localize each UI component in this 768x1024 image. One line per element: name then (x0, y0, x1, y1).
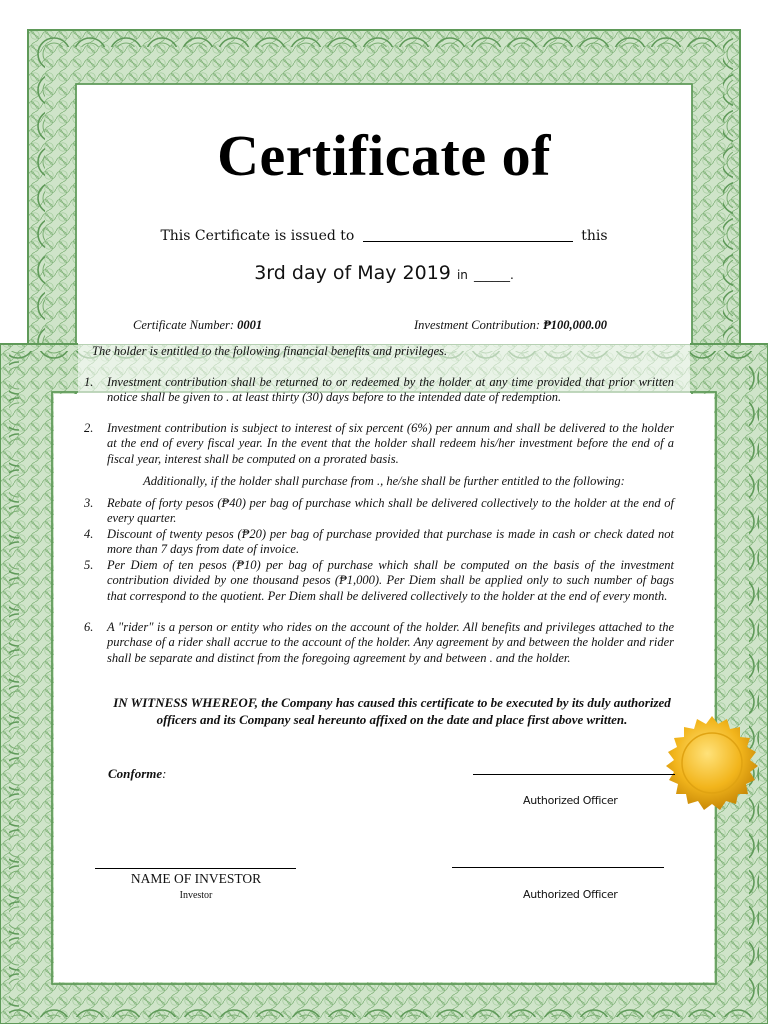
recipient-blank (363, 241, 573, 242)
clause-text: Investment contribution shall be returned to or redeemed by the holder at any time provided that prior written notice shall be given to . at least thirty (30) days before to the intended date of redemption. (107, 375, 674, 405)
clause-text: Discount of twenty pesos (₱20) per bag of purchase provided that purchase is made in cash or check dated not more than 7 days from date of invoice. (107, 527, 674, 557)
authorized-officer-label: Authorized Officer (523, 794, 618, 807)
certificate-title: Certificate of (217, 123, 551, 188)
issued-to-line (0, 228, 768, 244)
clause-number: 3. (84, 496, 94, 510)
date-in: in (456, 268, 468, 282)
authorized-officer-label: Authorized Officer (523, 888, 618, 901)
clause-text: Investment contribution is subject to interest of six percent (6%) per annum and shall be delivered to the holder at the end of every fiscal year. In the event that the holder shall redeem his/her investment before the end of a fiscal year, interest shall be computed on a prorated basis. (107, 421, 674, 466)
clause-number: 2. (84, 421, 94, 435)
conforme-colon: : (162, 766, 167, 781)
investment-value: ₱100,000.00 (543, 318, 608, 332)
witness-statement: IN WITNESS WHEREOF, the Company has caused this certificate to be executed by its duly authorized officers and its Company seal hereunto affixed on the date and place first above written. (113, 695, 671, 727)
investment-label: Investment Contribution: (414, 318, 541, 332)
investment-contribution (414, 318, 607, 333)
conforme-text: Conforme (108, 766, 163, 781)
conforme-label (108, 766, 167, 782)
clause-number: 6. (84, 620, 94, 634)
issued-prefix: This Certificate is issued to (160, 228, 355, 244)
signature-line (452, 867, 664, 868)
clause-item (84, 620, 674, 666)
clause-text: Per Diem of ten pesos (₱10) per bag of purchase which shall be computed on the basis of the investment contribution divided by one thousand pesos (₱1,000). Per Diem shall be applied only to such number of bags that correspond to the quotient. Per Diem shall be delivered collectively to the holder at the end of every month. (107, 558, 674, 603)
clause-text: A "rider" is a person or entity who rides on the account of the holder. All benefits and privileges attached to the purchase of a rider shall accrue to the account of the holder. Any agreement by and between the holder and rider shall be separate and distinct from the foregoing agreement by and between . and the holder. (107, 620, 674, 665)
clause-number: 5. (84, 558, 94, 572)
certificate-number (133, 318, 262, 333)
issued-suffix: this (581, 228, 608, 244)
date-text: 3rd day of May 2019 (254, 262, 451, 284)
signature-line (95, 868, 296, 869)
investor-name: NAME OF INVESTOR (130, 871, 262, 886)
gold-seal-icon (662, 714, 762, 814)
clause-item (84, 558, 674, 604)
investor-role: Investor (179, 890, 213, 901)
additional-benefits-intro: Additionally, if the holder shall purchase from ., he/she shall be further entitled to the following: (143, 474, 625, 488)
clause-item (84, 527, 674, 558)
clause-item (84, 421, 674, 467)
date-line (0, 262, 768, 284)
clause-item (84, 496, 674, 527)
benefits-intro: The holder is entitled to the following financial benefits and privileges. (92, 344, 448, 358)
clause-number: 1. (84, 375, 94, 389)
clause-item (84, 375, 674, 406)
clause-number: 4. (84, 527, 94, 541)
certificate-number-label: Certificate Number: (133, 318, 235, 332)
place-blank: ______. (473, 268, 514, 282)
certificate-number-value: 0001 (237, 318, 263, 332)
signature-line (473, 774, 675, 775)
clause-text: Rebate of forty pesos (₱40) per bag of purchase which shall be delivered collectively to the holder at the end of every quarter. (107, 496, 674, 526)
